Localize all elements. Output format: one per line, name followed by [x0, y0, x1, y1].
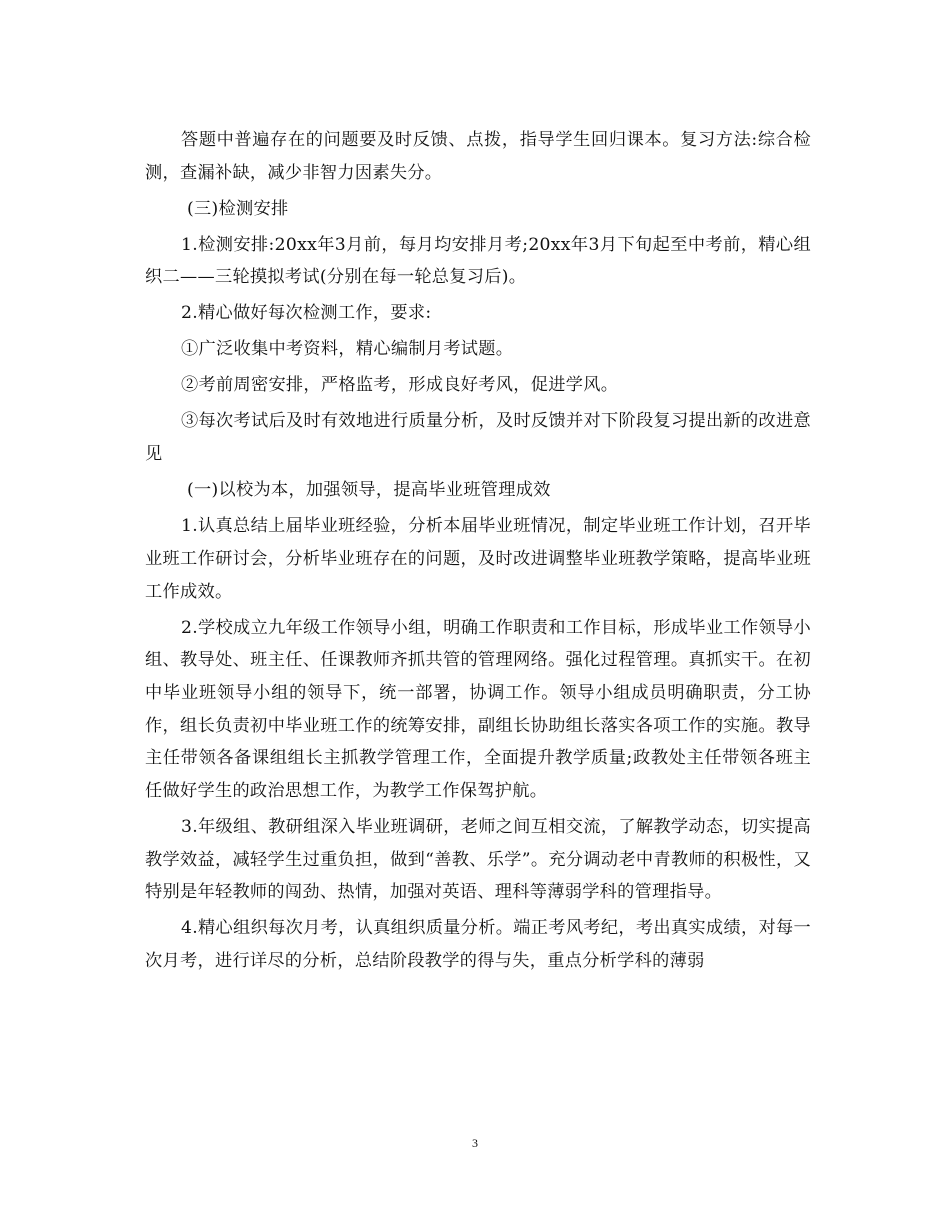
paragraph-test-requirements: 2.精心做好每次检测工作，要求:	[181, 303, 432, 324]
list-item-collect-materials: ①广泛收集中考资料，精心编制月考试题。	[181, 339, 514, 360]
section-heading-test-arrangement: (三)检测安排	[187, 198, 289, 219]
paragraph-summarize-experience: 1.认真总结上届毕业班经验，分析本届毕业班情况，制定毕业班工作计划，召开毕业班工作研讨会，分析毕业班存在的问题，及时改进调整毕业班教学策略，提高毕业班工作成效。	[145, 516, 811, 602]
paragraph-test-schedule: 1.检测安排:20xx年3月前，每月均安排月考;20xx年3月下旬起至中考前，精心组织二——三轮摸拟考试(分别在每一轮总复习后)。	[145, 234, 811, 288]
list-item-exam-supervision: ②考前周密安排，严格监考，形成良好考风，促进学风。	[181, 375, 619, 396]
document-body	[145, 124, 811, 981]
paragraph-monthly-exams: 4.精心组织每次月考，认真组织质量分析。端正考风考纪，考出真实成绩，对每一次月考，进行详尽的分析，总结阶段教学的得与失，重点分析学科的薄弱	[145, 918, 811, 972]
paragraph-review-method: 答题中普遍存在的问题要及时反馈、点拨，指导学生回归课本。复习方法:综合检测，查漏补缺，减少非智力因素失分。	[145, 130, 811, 183]
page-number: 3	[472, 1136, 478, 1150]
section-heading-school-leadership: (一)以校为本，加强领导，提高毕业班管理成效	[187, 480, 551, 501]
paragraph-leadership-group: 2.学校成立九年级工作领导小组，明确工作职责和工作目标，形成毕业工作领导小组、教导处、班主任、任课教师齐抓共管的管理网络。强化过程管理。真抓实干。在初中毕业班领导小组的领导下，统一部署，协调工作。领导小组成员明确职责，分工协作，组长负责初中毕业班工作的统筹安排，副组长协助组长落实各项工作的实施。教导主任带领各备课组组长主抓教学管理工作，全面提升教学质量;政教处主任带领各班主任做好学生的政治思想工作，为教学工作保驾护航。	[145, 617, 811, 802]
paragraph-grade-research: 3.年级组、教研组深入毕业班调研，老师之间互相交流，了解教学动态，切实提高教学效益，减轻学生过重负担，做到“善教、乐学”。充分调动老中青教师的积极性，又特别是年轻教师的闯劲、热情，加强对英语、理科等薄弱学科的管理指导。	[145, 817, 811, 903]
list-item-quality-analysis: ③每次考试后及时有效地进行质量分析，及时反馈并对下阶段复习提出新的改进意见	[145, 411, 811, 465]
